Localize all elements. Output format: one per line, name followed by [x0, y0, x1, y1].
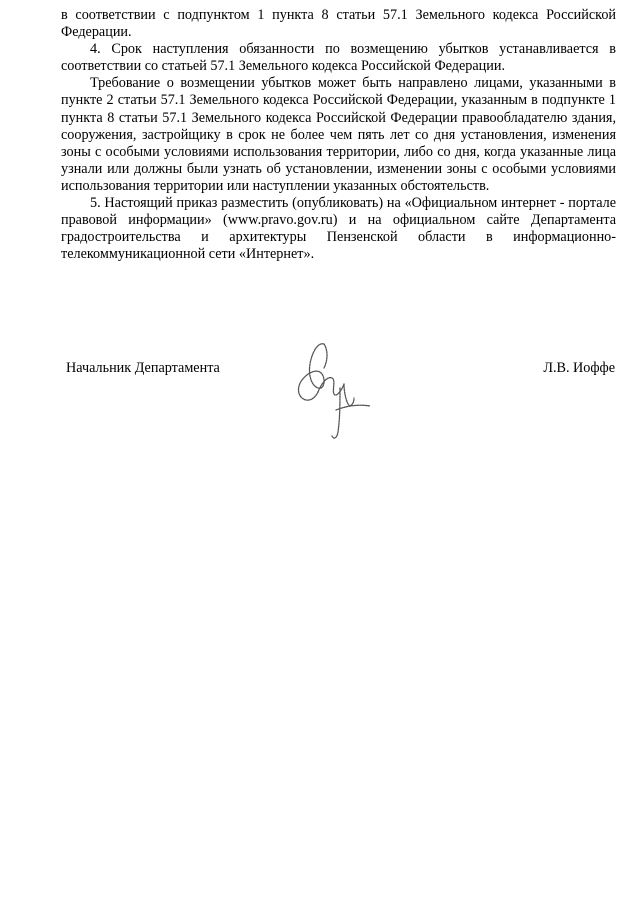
handwritten-signature-icon	[288, 338, 384, 444]
paragraph-item-5: 5. Настоящий приказ разместить (опубликовать) на «Официальном интернет - портале правовой информации» (www.pravo.gov.ru) и на официальном сайте Департамента градостроительства и архитектуры Пензенской области в информационно-телекоммуникационной сети «Интернет».	[61, 195, 616, 263]
signatory-name: Л.В. Иоффе	[543, 360, 615, 376]
document-body	[61, 7, 616, 263]
paragraph-claim-requirement: Требование о возмещении убытков может быть направлено лицами, указанными в пункте 2 статьи 57.1 Земельного кодекса Российской Федерации, указанным в подпункте 1 пункта 8 статьи 57.1 Земельного кодекса Российской Федерации правообладателю здания, сооружения, застройщику в срок не более чем пять лет со дня установления, изменения зоны с особыми условиями использования территории, либо со дня, когда указанные лица узнали или должны были узнать об установлении, изменении зоны с особыми условиями использования территории или наступлении указанных обстоятельств.	[61, 75, 616, 194]
signatory-position: Начальник Департамента	[66, 360, 220, 376]
paragraph-continuation: в соответствии с подпунктом 1 пункта 8 статьи 57.1 Земельного кодекса Российской Федерации.	[61, 7, 616, 41]
paragraph-item-4: 4. Срок наступления обязанности по возмещению убытков устанавливается в соответствии со статьей 57.1 Земельного кодекса Российской Федерации.	[61, 41, 616, 75]
